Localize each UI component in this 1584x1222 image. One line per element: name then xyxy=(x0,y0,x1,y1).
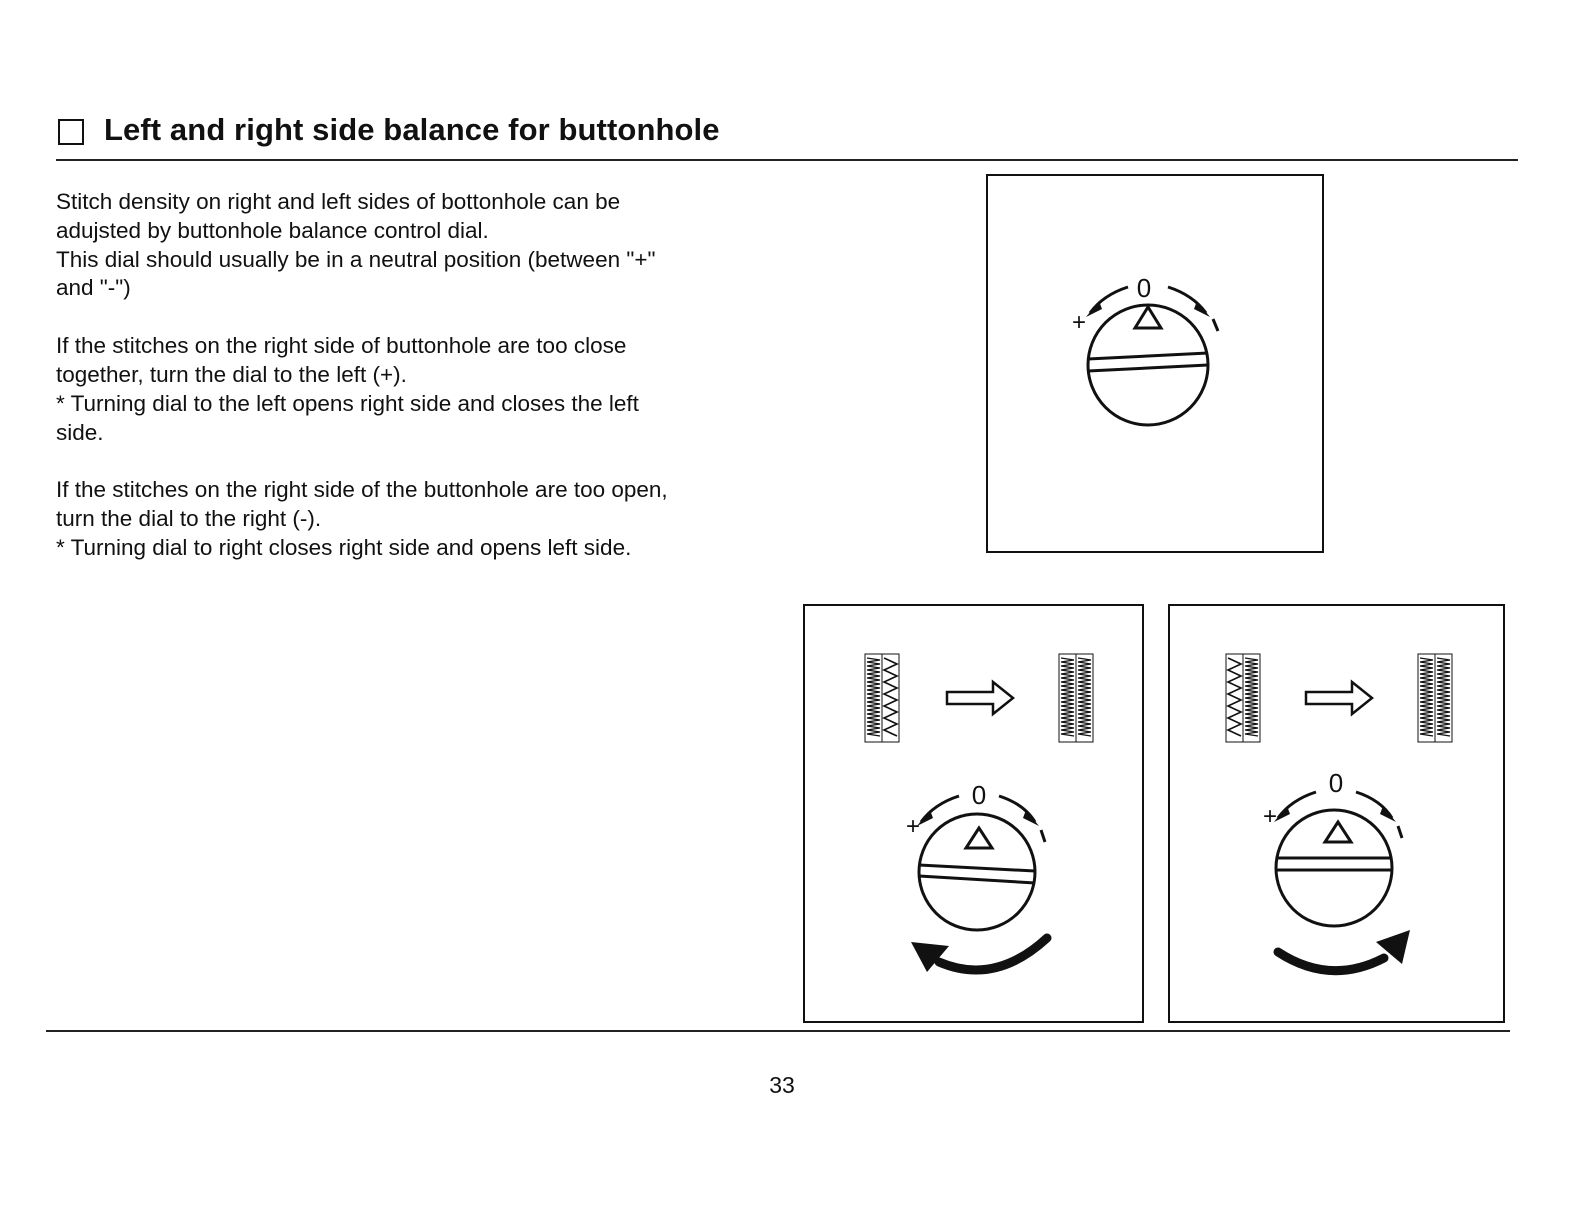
dial-zero-label: 0 xyxy=(971,780,987,810)
turn-right-illustration xyxy=(1170,606,1507,1025)
paragraph-intro xyxy=(56,188,756,303)
dial-plus-label: + xyxy=(1071,309,1087,336)
figure-dial-neutral xyxy=(986,174,1324,553)
paragraph-too-close xyxy=(56,332,756,447)
page-title: Left and right side balance for buttonhole xyxy=(104,112,720,147)
rotate-counterclockwise-icon xyxy=(911,938,1047,972)
dial-zero-label: 0 xyxy=(1136,273,1152,303)
rotate-clockwise-icon xyxy=(1278,930,1410,971)
buttonhole-before-icon xyxy=(865,654,899,742)
checkbox-icon xyxy=(58,119,84,145)
paragraph-too-open xyxy=(56,476,756,562)
buttonhole-after-icon xyxy=(1418,654,1452,742)
page-number: 33 xyxy=(769,1072,795,1098)
text-line: This dial should usually be in a neutral position (between "+" xyxy=(56,246,656,272)
text-line: and "-") xyxy=(56,275,131,301)
text-line: turn the dial to the right (-). xyxy=(56,506,322,532)
turn-left-illustration xyxy=(805,606,1146,1025)
instructions-text xyxy=(56,188,756,592)
arrow-right-icon xyxy=(947,682,1013,714)
buttonhole-after-icon xyxy=(1059,654,1093,742)
text-line: adujsted by buttonhole balance control dial. xyxy=(56,217,489,243)
text-line: If the stitches on the right side of buttonhole are too close xyxy=(56,333,627,359)
dial-illustration xyxy=(988,176,1326,555)
text-line: side. xyxy=(56,419,104,445)
figure-turn-left xyxy=(803,604,1144,1023)
buttonhole-before-icon xyxy=(1226,654,1260,742)
text-line: * Turning dial to right closes right side and opens left side. xyxy=(56,534,632,560)
text-line: * Turning dial to the left opens right side and closes the left xyxy=(56,390,639,416)
dial-plus-label: + xyxy=(905,813,921,840)
section-heading xyxy=(58,112,720,148)
figure-turn-right xyxy=(1168,604,1505,1023)
bottom-divider xyxy=(46,1030,1510,1032)
balance-dial-icon xyxy=(1274,792,1402,926)
text-line: Stitch density on right and left sides of bottonhole can be xyxy=(56,189,621,214)
arrow-right-icon xyxy=(1306,682,1372,714)
balance-dial-icon xyxy=(917,796,1045,930)
dial-plus-label: + xyxy=(1262,803,1278,830)
dial-zero-label: 0 xyxy=(1328,768,1344,798)
text-line: If the stitches on the right side of the buttonhole are too open, xyxy=(56,477,668,503)
text-line: together, turn the dial to the left (+). xyxy=(56,361,407,387)
top-divider xyxy=(56,159,1518,161)
balance-dial-icon xyxy=(1086,287,1218,425)
